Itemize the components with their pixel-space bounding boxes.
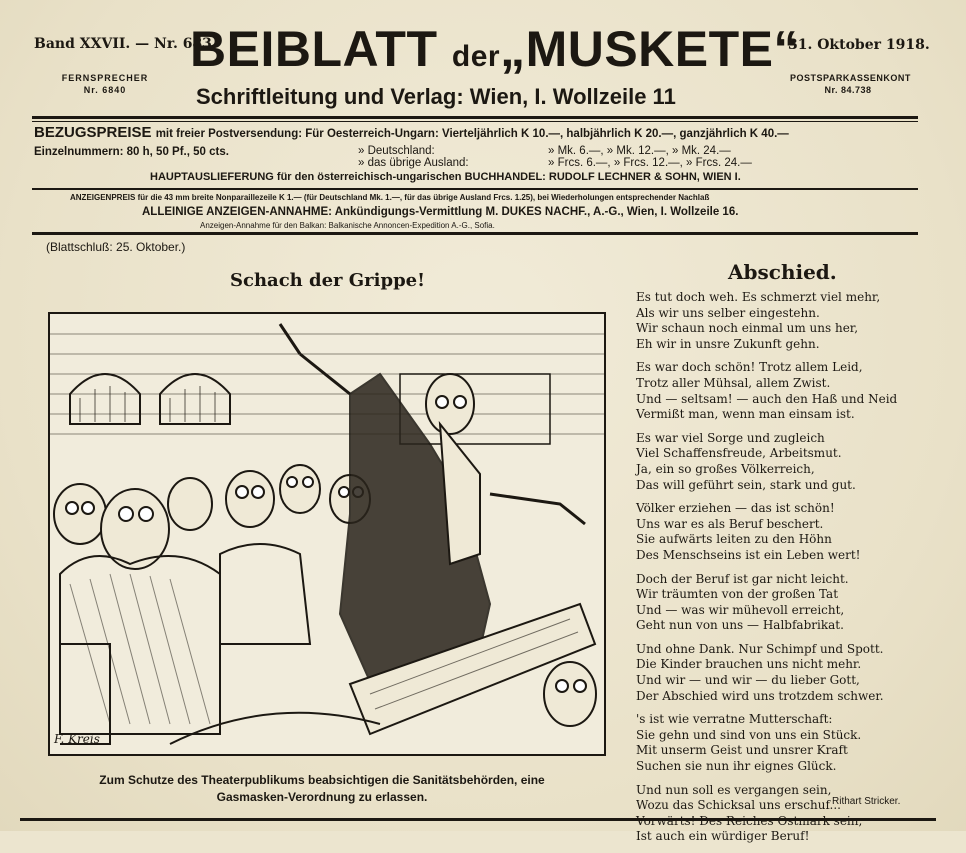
poem-body [636, 290, 936, 853]
poem-line: Geht nun von uns — Halbfabrikat. [636, 618, 844, 633]
ad-balkan: Anzeigen-Annahme für den Balkan: Balkanische Annoncen-Expedition A.-G., Sofia. [200, 221, 495, 230]
main-distribution: HAUPTAUSLIEFERUNG für den österreichisch-ungarischen BUCHHANDEL: RUDOLF LECHNER & SOHN, WIEN I. [150, 171, 741, 183]
poem-line: Der Abschied wird uns trotzdem schwer. [636, 688, 884, 703]
poem-line: Es war viel Sorge und zugleich [636, 430, 825, 445]
caption-line-2: Gasmasken-Verordnung zu erlassen. [216, 790, 428, 804]
poem-stanza [636, 501, 936, 563]
postal-number: Nr. 84.738 [824, 85, 872, 95]
bottom-divider [20, 818, 936, 821]
poem-line: Und ohne Dank. Nur Schimpf und Spott. [636, 641, 884, 656]
issue-date: 31. Oktober 1918. [788, 37, 930, 53]
title-der: der [451, 40, 501, 73]
poem-line: Und nun soll es vergangen sein, [636, 782, 832, 797]
poem-line [636, 814, 936, 830]
cartoon-caption [62, 772, 582, 806]
germany-prices: » Mk. 6.—, » Mk. 12.—, » Mk. 24.— [548, 145, 731, 157]
masthead-subtitle: Schriftleitung und Verlag: Wien, I. Wollzeile 11 [196, 84, 676, 109]
poem-line: Des Menschseins ist ein Leben wert! [636, 547, 861, 562]
poem-line: Es war doch schön! Trotz allem Leid, [636, 360, 863, 375]
phone-number: Nr. 6840 [83, 85, 127, 95]
poem-line: Ja, ein so großes Völkerreich, [636, 461, 815, 476]
cartoon-drawing [50, 314, 604, 754]
abroad-prices: » Frcs. 6.—, » Frcs. 12.—, » Frcs. 24.— [548, 157, 752, 169]
poem-stanza [636, 572, 936, 634]
single-issue-price: Einzelnummern: 80 h, 50 Pf., 50 cts. [34, 146, 229, 158]
subscription-header [34, 124, 789, 141]
cartoon-title: Schach der Grippe! [230, 270, 426, 291]
poem-line: Die Kinder brauchen uns nicht mehr. [636, 657, 862, 672]
poem-line: Es tut doch weh. Es schmerzt viel mehr, [636, 290, 881, 304]
poem-line: Eh wir in unsre Zukunft gehn. [636, 336, 820, 351]
poem-line: Sie aufwärts leiten zu den Höhn [636, 532, 832, 547]
phone-label: FERNSPRECHER [61, 73, 149, 83]
poem-line: Wir schaun noch einmal um uns her, [636, 321, 859, 336]
caption-line-1: Zum Schutze des Theaterpublikums beabsichtigen die Sanitätsbehörden, eine [99, 773, 545, 787]
title-main: BEIBLATT [190, 21, 438, 77]
phone-box [60, 72, 150, 96]
subscription-austria: mit freier Postversendung: Für Oesterreich-Ungarn: Vierteljährlich K 10.—, halbjährlich K 20.—, ganzjährlich K 40.— [155, 128, 789, 140]
poem-stanza [636, 360, 936, 422]
divider [32, 232, 918, 235]
poem-line: Sie gehn und sind von uns ein Stück. [636, 727, 862, 742]
artist-signature: F. Kreis [54, 732, 100, 746]
poem-author: Rithart Stricker. [832, 796, 901, 807]
poem-line: Und — seltsam! — auch den Haß und Neid [636, 391, 898, 406]
divider [32, 121, 918, 122]
poem-stanza [636, 290, 936, 352]
poem-stanza [636, 712, 936, 774]
poem-line: Viel Schaffensfreude, Arbeitsmut. [636, 446, 842, 461]
volume-number: Band XXVII. — Nr. 683 [34, 36, 212, 52]
poem-line: Vermißt man, wenn man einsam ist. [636, 407, 855, 422]
poem-line: Als wir uns selber eingestehn. [636, 305, 820, 320]
germany-label: » Deutschland: [358, 145, 435, 157]
poem-line: 's ist wie verratne Mutterschaft: [636, 712, 833, 727]
poem-line: Trotz aller Mühsal, allem Zwist. [636, 375, 831, 390]
postal-label: POSTSPARKASSENKONT [790, 73, 911, 83]
poem-line: Doch der Beruf ist gar nicht leicht. [636, 571, 849, 586]
title-name: „MUSKETE“ [500, 21, 800, 77]
poem-line: Und — was wir mühevoll erreicht, [636, 602, 845, 617]
poem-line: Wozu das Schicksal uns erschuf... [636, 798, 841, 813]
poem-line: Völker erziehen — das ist schön! [636, 501, 835, 516]
poem-stanza [636, 783, 936, 845]
poem-line: Wir träumten von der großen Tat [636, 587, 839, 602]
poem-line: Uns war es als Beruf beschert. [636, 516, 824, 531]
poem-line: Suchen sie nun ihr eignes Glück. [636, 759, 837, 774]
masthead-title [190, 20, 799, 78]
poem-line: Und wir — und wir — du lieber Gott, [636, 673, 860, 688]
divider [32, 116, 918, 119]
poem-stanza [636, 642, 936, 704]
poem-title: Abschied. [728, 260, 837, 284]
poem-line: Mit unserm Geist und unsrer Kraft [636, 743, 848, 758]
divider [32, 188, 918, 190]
poem-stanza [636, 431, 936, 493]
ad-acceptance: ALLEINIGE ANZEIGEN-ANNAHME: Ankündigungs-Vermittlung M. DUKES NACHF., A.-G., Wien, I. Wollzeile 16. [142, 206, 739, 218]
poem-line: Ist auch ein würdiger Beruf! [636, 829, 810, 844]
ad-price: ANZEIGENPREIS für die 43 mm breite Nonparaillezeile K 1.— (für Deutschland Mk. 1.—, für das übrige Ausland Frcs. 1.25), bei Wiederholungen entsprechender Nachlaß [70, 193, 710, 202]
deadline-note: (Blattschluß: 25. Oktober.) [46, 240, 186, 254]
poem-line: Das will geführt sein, stark und gut. [636, 477, 856, 492]
postal-box [790, 72, 911, 96]
subscription-title: BEZUGSPREISE [34, 124, 152, 141]
abroad-label: » das übrige Ausland: [358, 157, 469, 169]
cartoon-illustration [48, 312, 606, 756]
